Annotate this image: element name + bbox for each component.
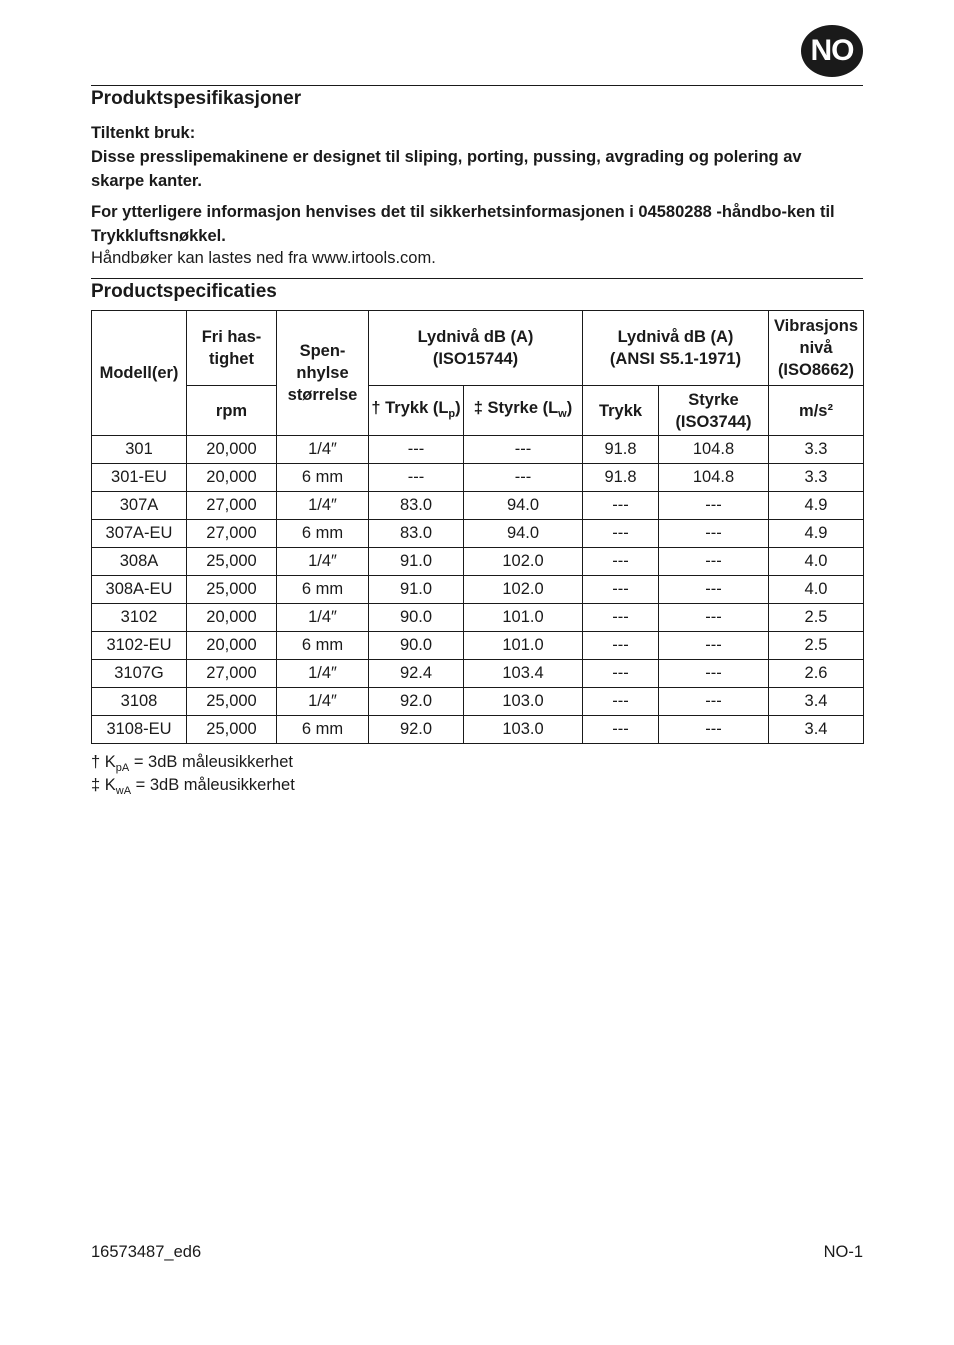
cell: 1/4″ xyxy=(277,492,369,520)
cell: --- xyxy=(583,660,659,688)
doc-number: 16573487_ed6 xyxy=(91,1243,202,1261)
language-badge: NO xyxy=(801,25,863,77)
table-row xyxy=(92,436,864,464)
table-row xyxy=(92,492,864,520)
section-title-productspecificaties: Productspecificaties xyxy=(91,281,277,302)
table-row xyxy=(92,632,864,660)
header-vibration: Vibrasjons nivå (ISO8662) xyxy=(769,311,864,386)
cell: 3102 xyxy=(92,604,187,632)
cell: 307A xyxy=(92,492,187,520)
cell: 25,000 xyxy=(187,716,277,744)
cell: --- xyxy=(659,520,769,548)
table-row xyxy=(92,520,864,548)
header-row-1 xyxy=(92,311,864,386)
cell: 102.0 xyxy=(464,548,583,576)
cell: --- xyxy=(659,492,769,520)
cell: 25,000 xyxy=(187,548,277,576)
cell: 90.0 xyxy=(369,604,464,632)
section-rule xyxy=(91,278,863,279)
cell: 101.0 xyxy=(464,604,583,632)
cell: --- xyxy=(659,576,769,604)
footnote-pa: † $K_{pA} = 3dB$ måleusikkerhet xyxy=(91,753,293,774)
cell: --- xyxy=(659,716,769,744)
cell: 91.0 xyxy=(369,576,464,604)
cell: 1/4″ xyxy=(277,436,369,464)
cell: 6 mm xyxy=(277,520,369,548)
cell: --- xyxy=(659,688,769,716)
cell: 91.0 xyxy=(369,548,464,576)
cell: --- xyxy=(464,464,583,492)
cell: 6 mm xyxy=(277,716,369,744)
cell: 308A-EU xyxy=(92,576,187,604)
header-power-lw: ‡ Styrke $(L_w)$ xyxy=(464,386,583,436)
table-row xyxy=(92,604,864,632)
cell: 1/4″ xyxy=(277,660,369,688)
cell: 20,000 xyxy=(187,464,277,492)
cell: 4.9 xyxy=(769,520,864,548)
cell: --- xyxy=(659,660,769,688)
cell: 103.0 xyxy=(464,716,583,744)
intended-use-label: Tiltenkt bruk: xyxy=(91,124,196,142)
safety-info-text: For ytterligere informasjon henvises det til sikkerhetsinformasjonen i 04580288 -håndbo-ken til Trykkluftsnøkkel. xyxy=(91,203,835,245)
cell: 92.4 xyxy=(369,660,464,688)
header-model: Modell(er) xyxy=(92,311,187,436)
header-sound-ansi: Lydnivå dB (A) (ANSI S5.1-1971) xyxy=(583,311,769,386)
cell: 27,000 xyxy=(187,492,277,520)
cell: 27,000 xyxy=(187,520,277,548)
cell: --- xyxy=(583,688,659,716)
cell: 104.8 xyxy=(659,436,769,464)
cell: 2.5 xyxy=(769,632,864,660)
header-pressure-lp: † Trykk $(L_p)$ xyxy=(369,386,464,436)
cell: 4.0 xyxy=(769,548,864,576)
table-row xyxy=(92,660,864,688)
header-pressure: Trykk xyxy=(583,386,659,436)
top-rule xyxy=(91,85,863,86)
cell: --- xyxy=(659,632,769,660)
cell: --- xyxy=(659,548,769,576)
download-text: Håndbøker kan lastes ned fra www.irtools.com. xyxy=(91,249,436,267)
intended-use-text: Disse presslipemakinene er designet til sliping, porting, pussing, avgrading og polering av skarpe kanter. xyxy=(91,148,802,190)
header-speed: Fri has-tighet xyxy=(187,311,277,386)
cell: 2.6 xyxy=(769,660,864,688)
header-power-iso: Styrke (ISO3744) xyxy=(659,386,769,436)
cell: 20,000 xyxy=(187,604,277,632)
cell: 308A xyxy=(92,548,187,576)
cell: --- xyxy=(583,576,659,604)
cell: 27,000 xyxy=(187,660,277,688)
cell: 103.4 xyxy=(464,660,583,688)
cell: 4.9 xyxy=(769,492,864,520)
cell: 1/4″ xyxy=(277,548,369,576)
cell: 301-EU xyxy=(92,464,187,492)
table-row xyxy=(92,716,864,744)
cell: --- xyxy=(583,492,659,520)
cell: 307A-EU xyxy=(92,520,187,548)
cell: 6 mm xyxy=(277,632,369,660)
cell: 6 mm xyxy=(277,464,369,492)
cell: 3.3 xyxy=(769,464,864,492)
cell: 3102-EU xyxy=(92,632,187,660)
cell: 25,000 xyxy=(187,576,277,604)
spec-table xyxy=(91,310,864,744)
cell: 3107G xyxy=(92,660,187,688)
cell: 3.4 xyxy=(769,688,864,716)
header-vib-unit: m/s² xyxy=(769,386,864,436)
cell: 91.8 xyxy=(583,436,659,464)
cell: 92.0 xyxy=(369,688,464,716)
page-number: NO-1 xyxy=(823,1243,863,1261)
table-row xyxy=(92,464,864,492)
cell: 94.0 xyxy=(464,520,583,548)
cell: 90.0 xyxy=(369,632,464,660)
table-row xyxy=(92,576,864,604)
cell: 20,000 xyxy=(187,632,277,660)
cell: 103.0 xyxy=(464,688,583,716)
cell: 3.4 xyxy=(769,716,864,744)
cell: 101.0 xyxy=(464,632,583,660)
header-row-2 xyxy=(92,386,864,436)
cell: 20,000 xyxy=(187,436,277,464)
cell: 92.0 xyxy=(369,716,464,744)
table-row xyxy=(92,548,864,576)
table-row xyxy=(92,688,864,716)
cell: 94.0 xyxy=(464,492,583,520)
cell: 3108-EU xyxy=(92,716,187,744)
cell: 25,000 xyxy=(187,688,277,716)
header-collet: Spen-nhylse størrelse xyxy=(277,311,369,436)
cell: 104.8 xyxy=(659,464,769,492)
cell: 3.3 xyxy=(769,436,864,464)
header-sound-iso: Lydnivå dB (A) (ISO15744) xyxy=(369,311,583,386)
cell: 4.0 xyxy=(769,576,864,604)
cell: --- xyxy=(583,520,659,548)
cell: --- xyxy=(583,548,659,576)
cell: 2.5 xyxy=(769,604,864,632)
cell: 301 xyxy=(92,436,187,464)
cell: 83.0 xyxy=(369,492,464,520)
cell: 102.0 xyxy=(464,576,583,604)
cell: --- xyxy=(583,716,659,744)
cell: 3108 xyxy=(92,688,187,716)
cell: --- xyxy=(659,604,769,632)
cell: --- xyxy=(369,464,464,492)
section-title-spec: Produktspesifikasjoner xyxy=(91,88,302,109)
cell: --- xyxy=(583,632,659,660)
cell: 83.0 xyxy=(369,520,464,548)
cell: --- xyxy=(369,436,464,464)
cell: 91.8 xyxy=(583,464,659,492)
cell: 1/4″ xyxy=(277,604,369,632)
cell: 1/4″ xyxy=(277,688,369,716)
header-speed-unit: rpm xyxy=(187,386,277,436)
cell: --- xyxy=(464,436,583,464)
cell: --- xyxy=(583,604,659,632)
footnote-wa: ‡ $K_{wA} = 3dB$ måleusikkerhet xyxy=(91,776,295,797)
cell: 6 mm xyxy=(277,576,369,604)
